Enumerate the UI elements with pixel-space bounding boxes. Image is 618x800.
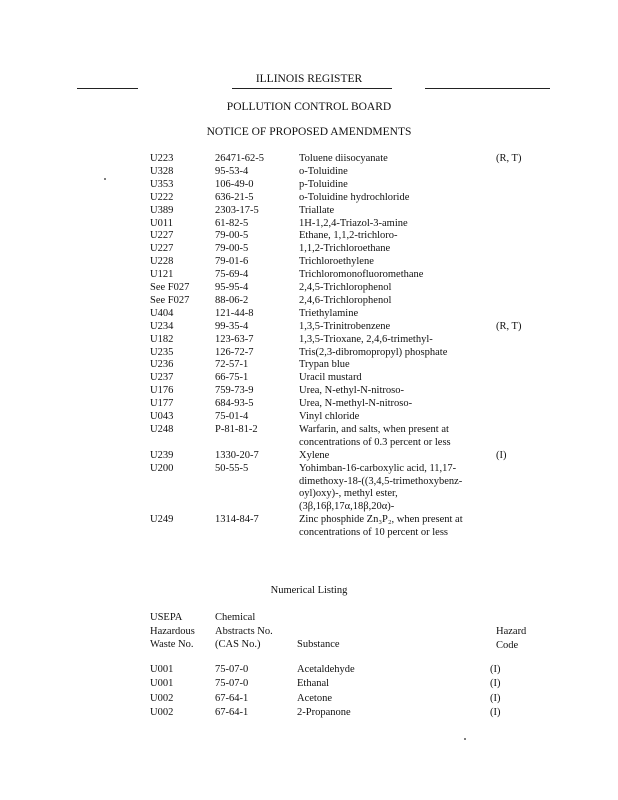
cell-cas: 67-64-1 — [215, 706, 249, 718]
cell-substance: Trichloroethylene — [299, 256, 374, 268]
cell-cas: 72-57-1 — [215, 359, 249, 371]
cell-waste: U223 — [150, 153, 174, 164]
cell-waste: U404 — [150, 307, 174, 319]
cell-waste: U222 — [150, 191, 174, 203]
cell-waste: U227 — [150, 243, 174, 255]
cell-hazard: (I) — [490, 706, 501, 718]
cell-substance: 1,1,2-Trichloroethane — [299, 243, 391, 255]
cell-cas: 684-93-5 — [215, 398, 254, 410]
cell-cas: 106-49-0 — [215, 178, 254, 190]
col-hazard-header: Hazard Code — [496, 626, 527, 651]
cell-waste: See F027 — [150, 294, 190, 306]
header-rule-right — [425, 88, 550, 89]
margin-speck — [104, 178, 106, 180]
cell-hazard: (R, T) — [496, 320, 522, 332]
cell-substance: Triallate — [299, 204, 335, 216]
cell-substance: Uracil mustard — [299, 372, 362, 384]
cell-hazard: (I) — [490, 664, 501, 675]
cell-cas: 75-07-0 — [215, 664, 249, 675]
cell-cas: 61-82-5 — [215, 217, 249, 229]
numerical-listing-title: Numerical Listing — [270, 585, 348, 596]
cell-substance: Ethanal — [297, 678, 330, 690]
cell-waste: U248 — [150, 423, 174, 435]
cell-hazard: (I) — [490, 678, 501, 690]
cell-substance: o-Toluidine hydrochloride — [299, 191, 410, 203]
cell-cas: 123-63-7 — [215, 333, 254, 345]
col-waste-header: USEPA Hazardous Waste No. — [150, 612, 195, 650]
cell-substance: Triethylamine — [299, 307, 359, 319]
cell-substance: 1,3,5-Trioxane, 2,4,6-trimethyl- — [299, 333, 433, 345]
cell-cas: 95-95-4 — [215, 282, 249, 293]
cell-cas: 67-64-1 — [215, 692, 249, 704]
cell-waste: U235 — [150, 346, 174, 358]
cell-cas: 79-00-5 — [215, 243, 249, 255]
cell-substance: Acetone — [297, 692, 332, 704]
cell-cas: 75-01-4 — [215, 411, 249, 422]
cell-substance: 2,4,6-Trichlorophenol — [299, 294, 392, 306]
margin-speck — [464, 738, 466, 740]
cell-waste: U239 — [150, 449, 174, 461]
cell-substance: Urea, N-ethyl-N-nitroso- — [299, 385, 404, 397]
cell-substance: Acetaldehyde — [297, 664, 355, 675]
cell-hazard: (R, T) — [496, 153, 522, 164]
cell-waste: U237 — [150, 372, 174, 384]
cell-waste: U228 — [150, 256, 174, 268]
cell-cas: 66-75-1 — [215, 372, 249, 384]
cell-substance: (3β,16β,17α,18β,20α)- — [299, 501, 395, 513]
cell-waste: U002 — [150, 706, 174, 718]
cell-cas: 1330-20-7 — [215, 449, 259, 461]
header-rule-left — [77, 88, 138, 89]
cell-substance: Zinc phosphide Zn₃P₂, when present at — [299, 514, 463, 526]
register-title: ILLINOIS REGISTER — [255, 73, 363, 85]
cell-substance: 2,4,5-Trichlorophenol — [299, 282, 392, 293]
cell-waste: U227 — [150, 230, 174, 242]
cell-substance: Xylene — [299, 449, 330, 461]
cell-cas: 2303-17-5 — [215, 204, 259, 216]
cell-waste: U234 — [150, 320, 174, 332]
cell-waste: U001 — [150, 664, 174, 675]
cell-waste: U182 — [150, 333, 174, 345]
col-substance-header: Substance — [297, 639, 340, 650]
cell-waste: U121 — [150, 269, 174, 281]
board-title: POLLUTION CONTROL BOARD — [226, 101, 392, 113]
cell-cas: 79-00-5 — [215, 230, 249, 242]
cell-hazard: (I) — [490, 692, 501, 704]
cell-substance: Warfarin, and salts, when present at — [299, 423, 449, 435]
cell-hazard: (I) — [496, 449, 507, 461]
cell-substance: Yohimban-16-carboxylic acid, 11,17- — [299, 462, 457, 474]
cell-cas: 1314-84-7 — [215, 514, 259, 526]
cell-waste: U389 — [150, 204, 174, 216]
cell-cas: 26471-62-5 — [215, 153, 264, 164]
cell-waste: See F027 — [150, 282, 190, 293]
cell-cas: 95-53-4 — [215, 165, 249, 177]
cell-substance: Vinyl chloride — [299, 411, 360, 422]
cell-substance: Trichloromonofluoromethane — [299, 269, 424, 281]
col-cas-header: Chemical Abstracts No. (CAS No.) — [215, 612, 273, 650]
cell-cas: 75-07-0 — [215, 678, 249, 690]
cell-substance: Ethane, 1,1,2-trichloro- — [299, 230, 398, 242]
cell-waste: U001 — [150, 678, 174, 690]
cell-cas: 636-21-5 — [215, 191, 254, 203]
cell-substance: 2-Propanone — [297, 706, 351, 718]
header-rule-center — [232, 88, 392, 89]
cell-waste: U176 — [150, 385, 174, 397]
cell-substance: dimethoxy-18-((3,4,5-trimethoxybenz- — [299, 475, 463, 487]
cell-cas: 126-72-7 — [215, 346, 254, 358]
cell-waste: U011 — [150, 217, 173, 229]
notice-title: NOTICE OF PROPOSED AMENDMENTS — [206, 126, 412, 138]
cell-waste: U353 — [150, 178, 174, 190]
cell-cas: P-81-81-2 — [215, 423, 258, 435]
cell-substance: Tris(2,3-dibromopropyl) phosphate — [299, 346, 448, 358]
cell-waste: U200 — [150, 462, 174, 474]
cell-substance: concentrations of 0.3 percent or less — [299, 436, 451, 448]
cell-cas: 75-69-4 — [215, 269, 249, 281]
cell-cas: 99-35-4 — [215, 320, 249, 332]
cell-substance: 1H-1,2,4-Triazol-3-amine — [299, 217, 408, 229]
cell-cas: 79-01-6 — [215, 256, 249, 268]
cell-waste: U043 — [150, 411, 174, 422]
cell-cas: 88-06-2 — [215, 294, 249, 306]
cell-substance: p-Toluidine — [299, 178, 348, 190]
cell-substance: Toluene diisocyanate — [299, 153, 388, 164]
cell-waste: U236 — [150, 359, 174, 371]
cell-substance: oyl)oxy)-, methyl ester, — [299, 488, 398, 500]
cell-waste: U177 — [150, 398, 174, 410]
cell-substance: Trypan blue — [299, 359, 350, 371]
cell-waste: U002 — [150, 692, 174, 704]
cell-waste: U249 — [150, 514, 174, 526]
cell-substance: Urea, N-methyl-N-nitroso- — [299, 398, 413, 410]
cell-substance: 1,3,5-Trinitrobenzene — [299, 320, 391, 332]
cell-substance: concentrations of 10 percent or less — [299, 527, 448, 539]
cell-cas: 50-55-5 — [215, 462, 249, 474]
cell-waste: U328 — [150, 165, 174, 177]
cell-substance: o-Toluidine — [299, 165, 348, 177]
cell-cas: 759-73-9 — [215, 385, 254, 397]
cell-cas: 121-44-8 — [215, 307, 254, 319]
